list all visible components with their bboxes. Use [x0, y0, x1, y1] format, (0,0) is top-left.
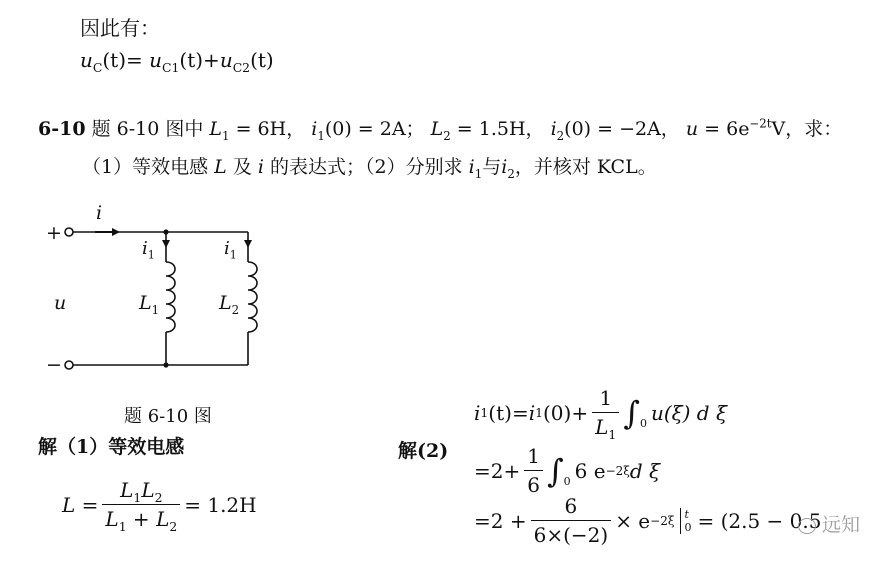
voltage-u-label: u: [54, 292, 67, 314]
therefore-text: 因此有：: [80, 16, 160, 40]
terminal-minus: −: [46, 354, 62, 376]
problem-number: 6-10: [38, 118, 86, 140]
inductor-L2-label: $L_2$: [219, 292, 240, 317]
terminal-plus: +: [46, 222, 62, 244]
inductor-L1-label: $L_1$: [139, 292, 160, 317]
problem-statement-line1: 6-10 题 6-10 图中 $L_1 = 6H$， $i_1(0) = 2A$； $L_2 = 1.5H$， $i_2(0) = -2A$， $u = 6e^{-2t}V$，求：: [38, 116, 843, 143]
capacitor-voltage-equation: $u_C(t)= u_{C1}(t)+u_{C2}(t)$: [80, 48, 274, 75]
solution2-row1: i 1 (t)= i 1 (0)+ $\frac{1}{L_1}$ ∫ 0 u(ξ) d ξ: [474, 386, 727, 442]
current-i-label: i: [96, 202, 103, 224]
equivalent-inductance-formula: L = $\frac{L_1L_2}{L_1 + L_2}$ = 1.2H: [62, 478, 257, 534]
solution2-row2: =2+ $\frac{1}{6}$ ∫ 0 6 e −2ξ d ξ: [474, 444, 661, 497]
circuit-diagram: [40, 200, 280, 380]
solution1-header: 解（1）等效电感: [38, 436, 185, 458]
current-i1-label-left: $i_1$: [142, 238, 155, 262]
solution2-row3: =2 + $\frac{6}{6\times(-2)}$ × e −2ξ t 0 = (2.5 − 0.5: [474, 494, 822, 547]
watermark-icon: [798, 518, 816, 534]
problem-statement-line2: （1）等效电感 L 及 i 的表达式；（2）分别求 $i_1$与$i_2$，并核对 KCL。: [82, 156, 657, 181]
figure-caption: 题 6-10 图: [124, 406, 212, 427]
solution2-header: 解(2): [398, 440, 449, 462]
watermark-logo: 远知: [798, 510, 860, 537]
current-i1-label-right: $i_1$: [224, 238, 237, 262]
